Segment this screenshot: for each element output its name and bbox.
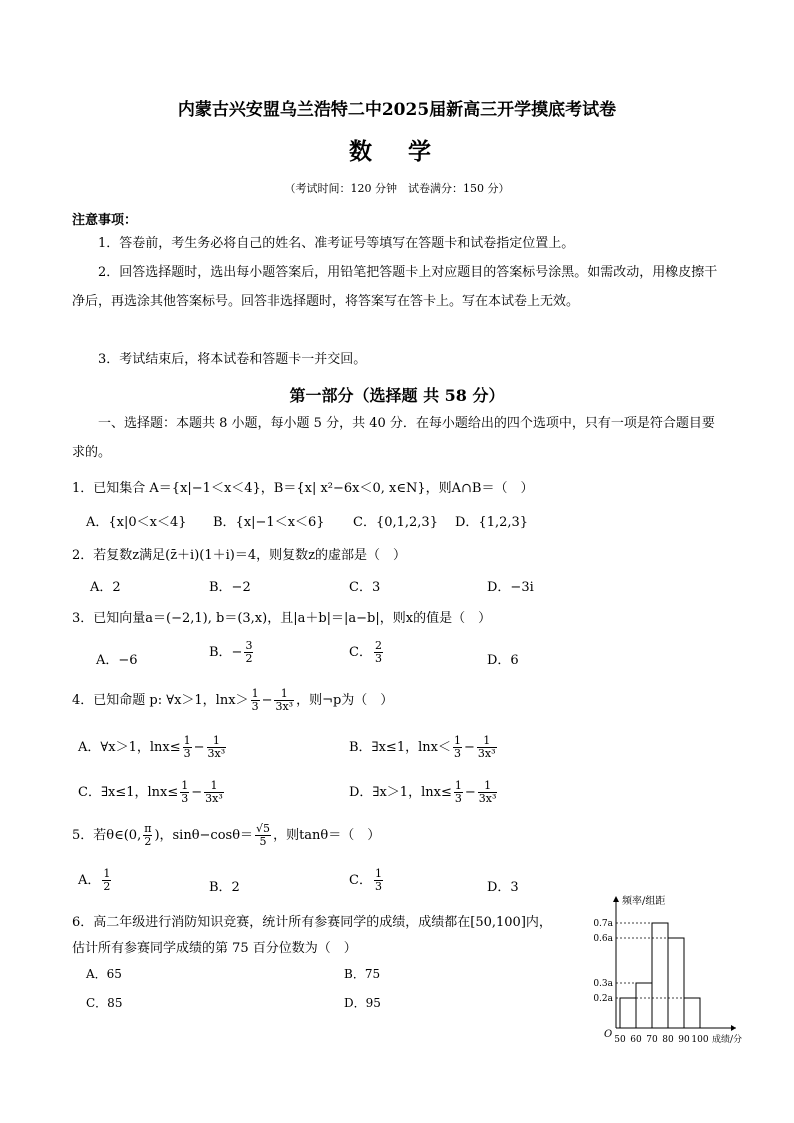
question-6-line-1: 6．高二年级进行消防知识竞赛，统计所有参赛同学的成绩，成绩都在[50,100]内，	[72, 915, 552, 930]
question-3-option-b: B．− $\frac{3}{2}$	[209, 639, 253, 665]
y-tick-label: 0.3a	[593, 979, 613, 989]
question-2-option-d: D．−3i	[487, 580, 534, 595]
notice-item-2: 2．回答选择题时，选出每小题答案后，用铅笔把答题卡上对应题目的答案标号涂黑。如需改动，用橡皮擦干净后，再选涂其他答案标号。回答非选择题时，将答案写在答卡上。写在本试卷上无效。	[72, 265, 718, 309]
question-1-stem: 1．已知集合 A＝{x|−1＜x＜4}，B＝{x| x²−6x＜0, x∈N}，则A∩B＝（ ）	[72, 481, 534, 496]
histogram-bar	[684, 998, 700, 1028]
question-5-option-a: A． $\frac{1}{2}$	[78, 867, 111, 893]
question-6-option-b: B．75	[344, 967, 381, 981]
question-2-option-b: B．−2	[209, 580, 251, 595]
question-6-option-c: C．85	[86, 996, 123, 1010]
histogram-bar	[668, 938, 684, 1028]
y-tick-label: 0.7a	[593, 919, 613, 929]
histogram-bar	[636, 983, 652, 1028]
x-tick-label: 90	[678, 1035, 690, 1045]
part1-instructions: 一、选择题：本题共 8 小题，每小题 5 分，共 40 分．在每小题给出的四个选项中，只有一项是符合题目要求的。	[72, 416, 715, 460]
notice-item-1: 1．答卷前，考生务必将自己的姓名、准考证号等填写在答题卡和试卷指定位置上。	[98, 236, 575, 251]
y-tick-label: 0.2a	[593, 994, 613, 1004]
subject-title: 数 学	[348, 138, 445, 165]
question-2-stem: 2．若复数z满足(z̄＋i)(1＋i)＝4，则复数z的虚部是（ ）	[72, 548, 406, 563]
x-tick-label: 70	[646, 1035, 658, 1045]
exam-info: （考试时间：120 分钟 试卷满分：150 分）	[284, 182, 510, 195]
histogram-bar	[652, 923, 668, 1028]
frequency-histogram	[572, 888, 772, 1048]
question-1-option-a: A．{x|0＜x＜4}	[86, 515, 187, 530]
origin-label: O	[604, 1029, 613, 1040]
question-6-option-d: D．95	[344, 996, 381, 1010]
question-3-stem: 3．已知向量a＝(−2,1), b＝(3,x)，且|a＋b|＝|a−b|，则x的值是（ ）	[72, 611, 492, 626]
question-6-line-2: 估计所有参赛同学成绩的第 75 百分位数为（ ）	[72, 941, 357, 956]
question-1-option-c: C．{0,1,2,3}	[353, 515, 438, 530]
question-4-option-a: A．∀x＞1，lnx≤ $\frac{1}{3}$ − $\frac{1}{\text{3x³}}$	[78, 734, 226, 760]
y-axis-label: 频率/组距	[622, 896, 666, 907]
question-6-option-a: A．65	[86, 967, 122, 981]
question-5-stem: 5．若θ∈(0, $\frac{\pi}{2}$ )，sinθ−cosθ＝ $\frac{√5}{5}$ ，则tanθ＝（ ）	[72, 822, 381, 848]
x-tick-label: 80	[662, 1035, 674, 1045]
x-axis-label: 成绩/分	[712, 1035, 743, 1045]
question-5-option-c: C． $\frac{1}{3}$	[349, 867, 382, 893]
notice-heading: 注意事项：	[72, 213, 138, 228]
part1-title: 第一部分（选择题 共 58 分）	[289, 386, 505, 405]
question-2-option-a: A．2	[90, 580, 121, 595]
question-4-stem: 4．已知命题 p: ∀x＞1，lnx＞ $\frac{1}{3}$ − $\frac{1}{\text{3x³}}$ ，则¬p为（ ）	[72, 687, 394, 713]
question-5-option-b: B．2	[209, 880, 240, 895]
question-3-option-c: C． $\frac{2}{3}$	[349, 639, 382, 665]
histogram-bar	[620, 998, 636, 1028]
y-tick-label: 0.6a	[593, 934, 613, 944]
question-1-option-d: D．{1,2,3}	[455, 515, 529, 530]
question-4-option-b: B．∃x≤1，lnx＜ $\frac{1}{3}$ − $\frac{1}{\text{3x³}}$	[349, 734, 496, 760]
question-3-option-a: A．−6	[96, 653, 138, 668]
exam-title: 内蒙古兴安盟乌兰浩特二中2025届新高三开学摸底考试卷	[177, 100, 617, 120]
question-3-option-d: D．6	[487, 653, 519, 668]
question-1-option-b: B．{x|−1＜x＜6}	[213, 515, 325, 530]
question-5-option-d: D．3	[487, 880, 519, 895]
question-4-option-d: D．∃x＞1，lnx≤ $\frac{1}{3}$ − $\frac{1}{\text{3x³}}$	[349, 779, 497, 805]
y-axis-arrow	[613, 896, 619, 902]
question-4-option-c: C．∃x≤1，lnx≤ $\frac{1}{3}$ − $\frac{1}{\text{3x³}}$	[78, 779, 223, 805]
notice-item-3: 3．考试结束后，将本试卷和答题卡一并交回。	[98, 352, 367, 367]
x-tick-label: 50	[614, 1035, 626, 1045]
x-axis-arrow	[731, 1025, 736, 1031]
x-tick-label: 60	[630, 1035, 642, 1045]
x-tick-label: 100	[691, 1035, 709, 1045]
question-2-option-c: C．3	[349, 580, 381, 595]
